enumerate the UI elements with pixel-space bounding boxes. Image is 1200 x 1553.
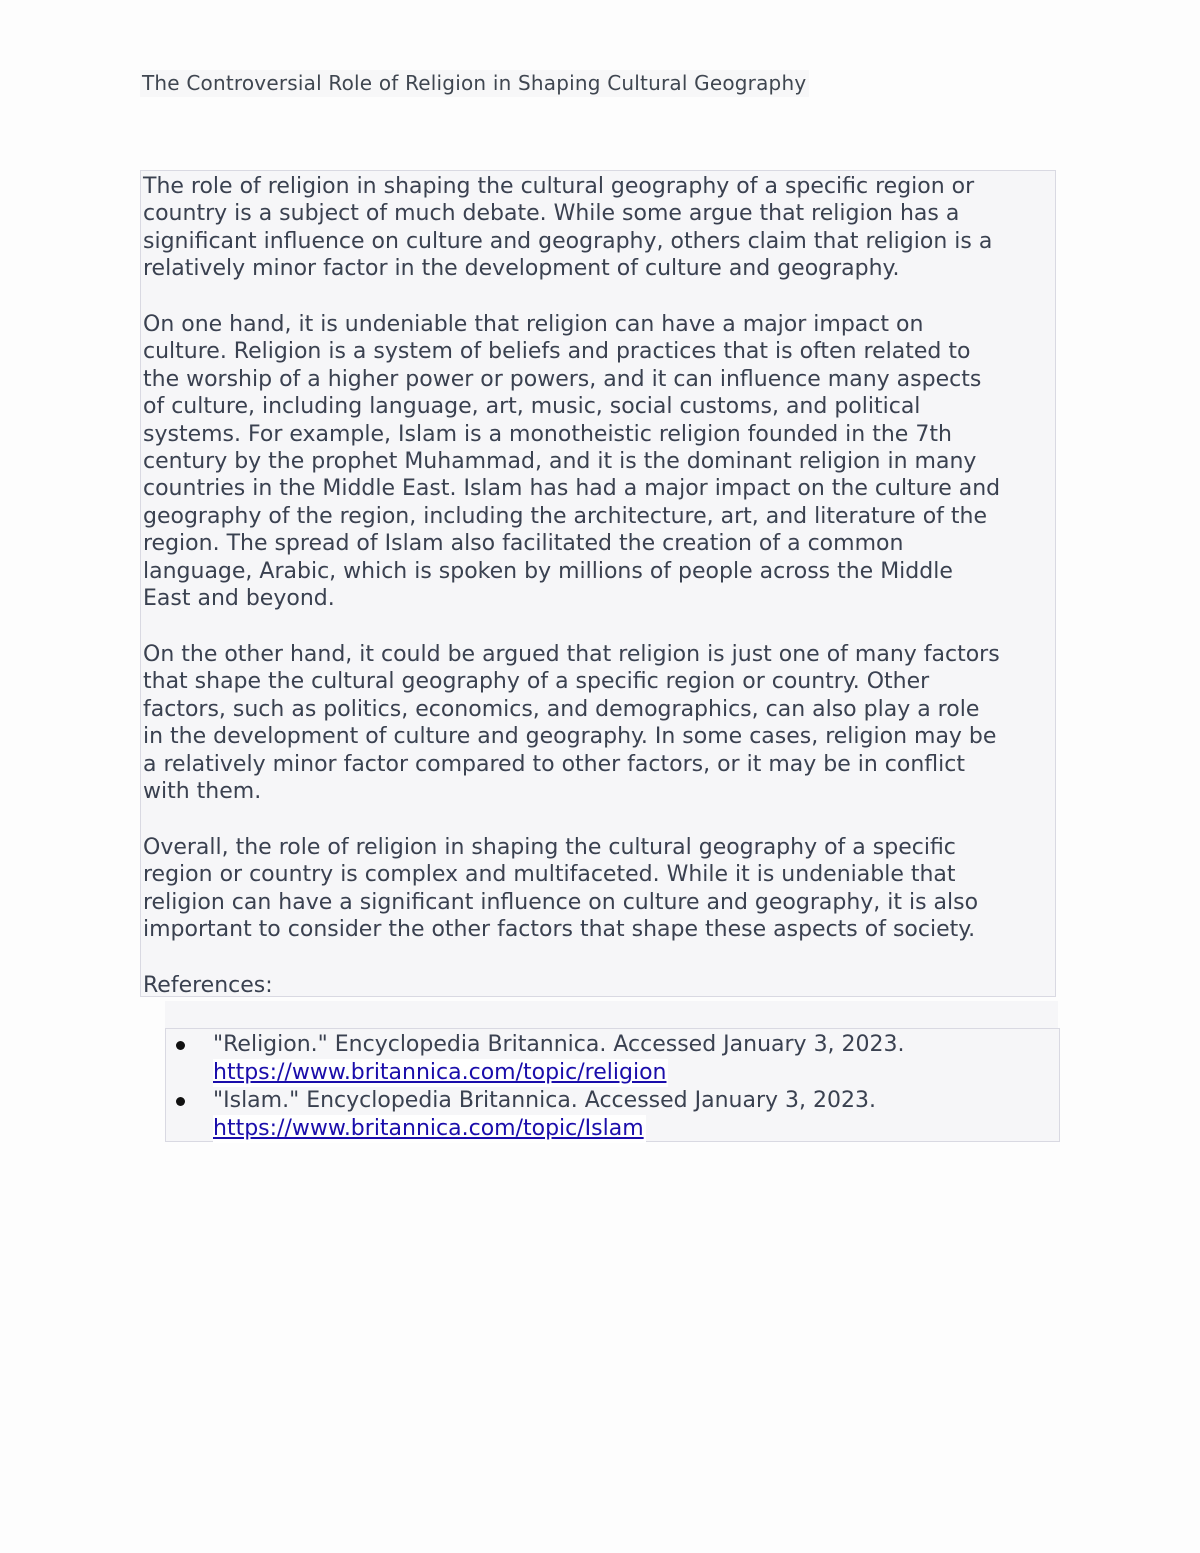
text-line: that shape the cultural geography of a specific region or country. Other [143, 669, 930, 695]
text-line: century by the prophet Muhammad, and it is the dominant religion in many [143, 449, 977, 475]
text-line: region or country is complex and multifaceted. While it is undeniable that [143, 862, 956, 888]
text-line: countries in the Middle East. Islam has had a major impact on the culture and [143, 476, 1001, 502]
text-line: The role of religion in shaping the cultural geography of a specific region or [143, 174, 975, 199]
text-line: region. The spread of Islam also facilitated the creation of a common [143, 531, 904, 557]
bullet-icon [176, 1041, 185, 1050]
paragraph-other-hand [143, 641, 1000, 805]
references-list [165, 1028, 1060, 1142]
text-line: relatively minor factor in the development of culture and geography. [143, 256, 900, 282]
text-line: in the development of culture and geography. In some cases, religion may be [143, 724, 997, 750]
text-line: On the other hand, it could be argued that religion is just one of many factors [143, 642, 1000, 667]
text-line: culture. Religion is a system of beliefs and practices that is often related to [143, 339, 971, 365]
text-line: East and beyond. [143, 586, 335, 612]
reference-citation: "Religion." Encyclopedia Britannica. Accessed January 3, 2023. [213, 1032, 905, 1057]
reference-link-religion[interactable]: https://www.britannica.com/topic/religion [213, 1060, 667, 1085]
text-line: of culture, including language, art, music, social customs, and political [143, 394, 921, 420]
text-line: Overall, the role of religion in shaping the cultural geography of a specific [143, 835, 956, 860]
text-line: factors, such as politics, economics, and demographics, can also play a role [143, 696, 980, 722]
text-line: language, Arabic, which is spoken by millions of people across the Middle [143, 558, 953, 584]
text-line: geography of the region, including the architecture, art, and literature of the [143, 503, 988, 529]
text-line: significant influence on culture and geography, others claim that religion is a [143, 228, 993, 254]
paragraph-one-hand [143, 311, 1000, 612]
essay-body [140, 170, 1056, 997]
text-line: On one hand, it is undeniable that religion can have a major impact on [143, 312, 924, 337]
references-heading [143, 972, 273, 999]
text-line: systems. For example, Islam is a monotheistic religion founded in the 7th [143, 421, 952, 447]
text-line: a relatively minor factor compared to other factors, or it may be in conflict [143, 751, 965, 777]
references-spacer [165, 1001, 1058, 1028]
text-line: religion can have a significant influence on culture and geography, it is also [143, 889, 979, 915]
document-title: The Controversial Role of Religion in Shaping Cultural Geography [140, 70, 809, 97]
text-line: country is a subject of much debate. While some argue that religion has a [143, 201, 960, 227]
paragraph-intro [143, 173, 992, 283]
reference-citation: "Islam." Encyclopedia Britannica. Accessed January 3, 2023. [213, 1088, 876, 1113]
bullet-icon [176, 1097, 185, 1106]
text-line: important to consider the other factors that shape these aspects of society. [143, 917, 976, 943]
reference-link-islam[interactable]: https://www.britannica.com/topic/Islam [213, 1116, 644, 1141]
paragraph-overall [143, 834, 978, 944]
text-line: the worship of a higher power or powers, and it can influence many aspects [143, 366, 982, 392]
references-heading-text: References: [143, 973, 273, 998]
text-line: with them. [143, 779, 262, 805]
